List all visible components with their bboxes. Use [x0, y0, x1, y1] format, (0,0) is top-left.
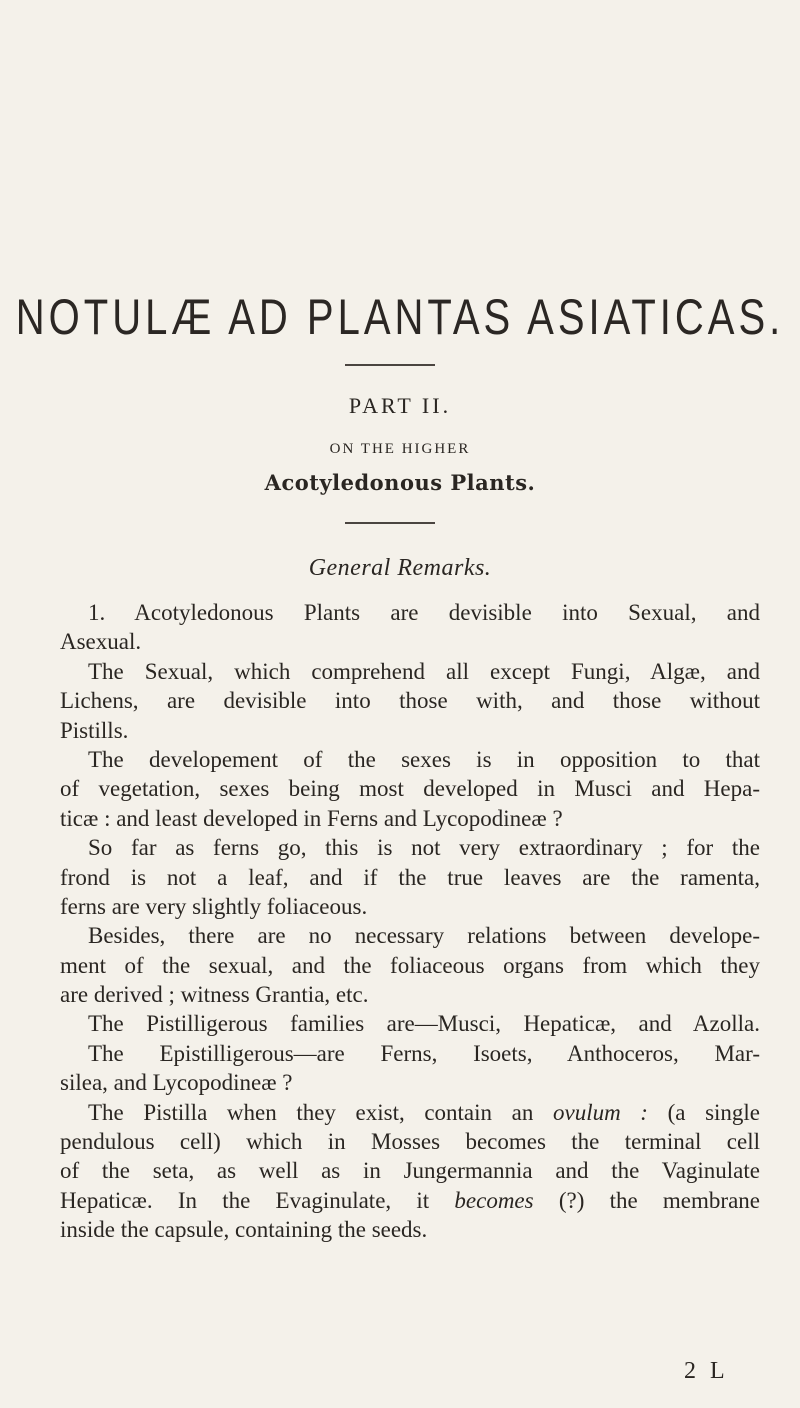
text-line: ticæ : and least developed in Ferns and Lycopodineæ ? [60, 805, 563, 831]
text-line: ferns are very slightly foliaceous. [60, 893, 368, 919]
text-line: are derived ; witness Grantia, etc. [60, 982, 369, 1008]
signature-mark: 2 L [684, 1358, 729, 1384]
divider-rule-top [345, 364, 435, 366]
text-line: pendulous cell) which in Mosses becomes the terminal cell [60, 1129, 760, 1155]
text-line: The developement of the sexes is in opposition to that [88, 746, 760, 772]
text-line: So far as ferns go, this is not very extraordinary ; for the [88, 835, 760, 861]
text-line: Pistills. [60, 717, 129, 743]
divider-rule-bottom [345, 522, 435, 524]
text-line: The Pistilligerous families are—Musci, Hepaticæ, and Azolla. [88, 1011, 760, 1037]
text-line: Hepaticæ. In the Evaginulate, it becomes (?) the membrane [60, 1187, 760, 1213]
text-line: Besides, there are no necessary relations between develope- [88, 923, 760, 949]
text-line: of the seta, as well as in Jungermannia and the Vaginulate [60, 1158, 760, 1184]
part-heading: PART II. [348, 393, 452, 418]
text-line: inside the capsule, containing the seeds. [60, 1217, 428, 1243]
text-line: silea, and Lycopodineæ ? [60, 1070, 293, 1096]
text-line: Lichens, are devisible into those with, and those without [60, 688, 760, 714]
body-text [60, 598, 760, 1245]
subtitle-gothic: Acotyledonous Plants. [264, 470, 536, 495]
subtitle-on: ON THE HIGHER [329, 441, 471, 457]
text-line: The Pistilla when they exist, contain an ovulum : (a single [88, 1099, 761, 1125]
page-title: NOTULÆ AD PLANTAS ASIATICAS. [15, 290, 785, 345]
text-line: of vegetation, sexes being most developed in Musci and Hepa- [60, 776, 760, 802]
text-line: frond is not a leaf, and if the true leaves are the ramenta, [60, 864, 760, 890]
section-title: General Remarks. [308, 555, 492, 581]
text-line: 1. Acotyledonous Plants are devisible into Sexual, and [88, 600, 760, 625]
text-line: The Sexual, which comprehend all except Fungi, Algæ, and [88, 658, 760, 684]
text-line: ment of the sexual, and the foliaceous organs from which they [60, 952, 760, 978]
text-line: Asexual. [60, 629, 142, 655]
text-line: The Epistilligerous—are Ferns, Isoets, Anthoceros, Mar- [88, 1040, 760, 1066]
